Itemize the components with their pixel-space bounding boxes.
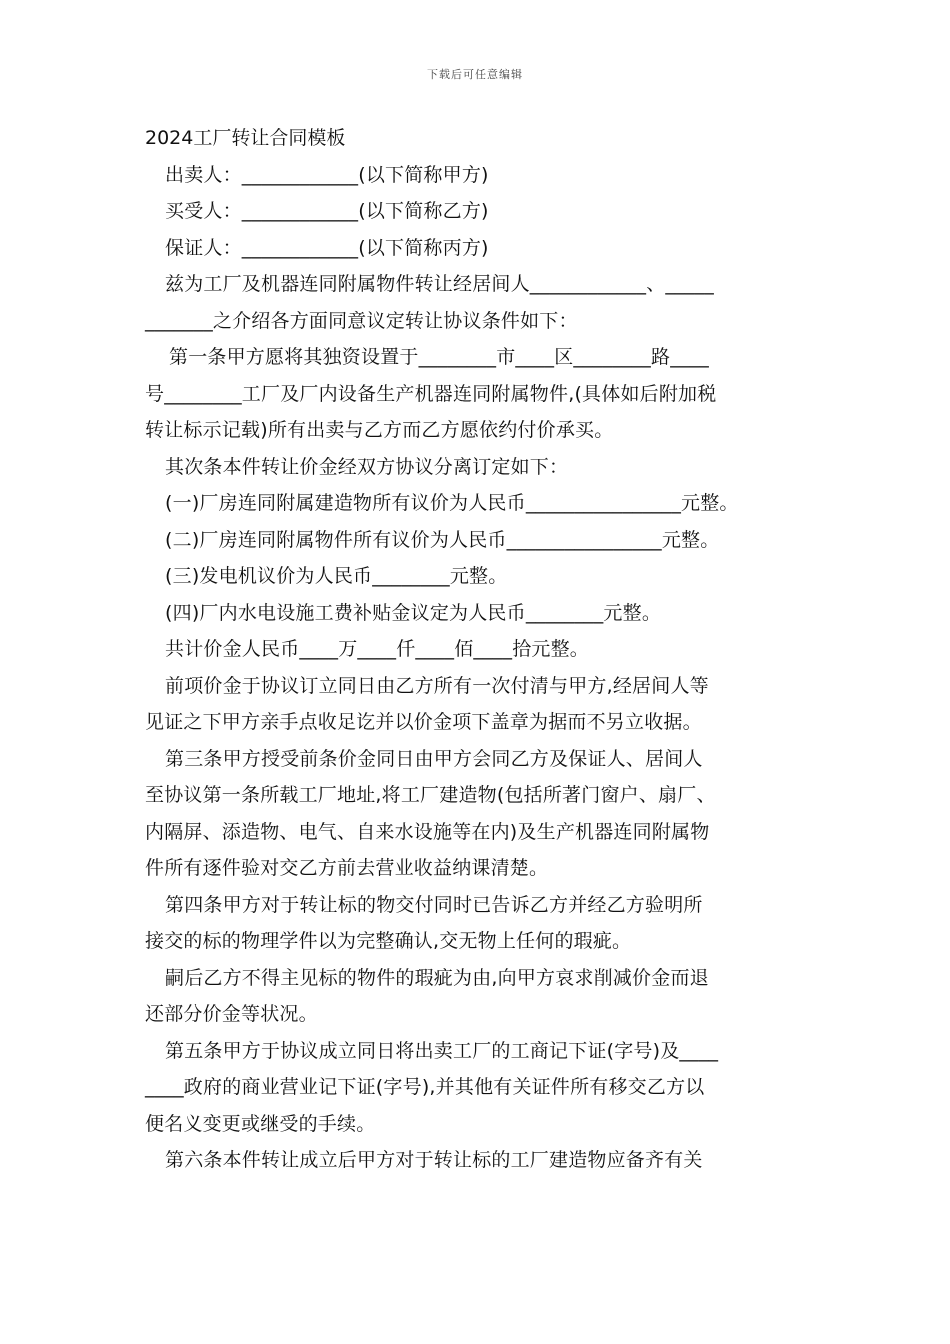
text-line: ____政府的商业营业记下证(字号),并其他有关证件所有移交乙方以 <box>145 1076 705 1098</box>
document-body <box>145 120 815 1179</box>
page-header: 下载后可任意编辑 <box>427 68 523 81</box>
text-line: 兹为工厂及机器连同附属物件转让经居间人____________、_____ <box>165 273 714 295</box>
text-line: (一)厂房连同附属建造物所有议价为人民币________________元整。 <box>165 492 739 514</box>
text-line: 嗣后乙方不得主见标的物件的瑕疵为由,向甲方哀求削减价金而退 <box>165 966 709 989</box>
text-line: 第五条甲方于协议成立同日将出卖工厂的工商记下证(字号)及____ <box>165 1039 719 1062</box>
text-line: 保证人：____________(以下简称丙方) <box>165 236 489 259</box>
contract-text <box>145 157 815 1179</box>
text-line: 其次条本件转让价金经双方协议分离订定如下： <box>165 455 569 478</box>
text-line: 第六条本件转让成立后甲方对于转让标的工厂建造物应备齐有关 <box>165 1149 703 1171</box>
text-line: 第三条甲方授受前条价金同日由甲方会同乙方及保证人、居间人 <box>165 747 703 770</box>
text-line: 共计价金人民币____万____仟____佰____拾元整。 <box>165 638 590 660</box>
text-line: 内隔屏、添造物、电气、自来水设施等在内)及生产机器连同附属物 <box>145 820 710 843</box>
text-line: 前项价金于协议订立同日由乙方所有一次付清与甲方,经居间人等 <box>165 674 709 697</box>
text-line: 买受人：____________(以下简称乙方) <box>165 200 489 222</box>
text-line: 出卖人：____________(以下简称甲方) <box>165 163 489 186</box>
text-line: (二)厂房连同附属物件所有议价为人民币________________元整。 <box>165 528 720 551</box>
text-line: 便名义变更或继受的手续。 <box>145 1112 376 1135</box>
text-line: 号________工厂及厂内设备生产机器连同附属物件,(具体如后附加税 <box>145 382 717 405</box>
text-line: 第一条甲方愿将其独资设置于________市____区________路____ <box>169 346 710 368</box>
text-line: 还部分价金等状况。 <box>145 1003 318 1025</box>
text-line: _______之介绍各方面同意议定转让协议条件如下： <box>145 309 578 332</box>
text-line: 第四条甲方对于转让标的物交付同时已告诉乙方并经乙方验明所 <box>165 893 703 916</box>
text-line: 转让标示记载)所有出卖与乙方而乙方愿依约付价承买。 <box>145 419 614 441</box>
text-line: (三)发电机议价为人民币________元整。 <box>165 565 508 587</box>
text-line: 件所有逐件验对交乙方前去营业收益纳课清楚。 <box>145 857 549 879</box>
document-title: 2024工厂转让合同模板 <box>145 127 346 149</box>
text-line: 至协议第一条所载工厂地址,将工厂建造物(包括所著门窗户、扇厂、 <box>145 784 716 806</box>
text-line: 接交的标的物理学件以为完整确认,交无物上任何的瑕疵。 <box>145 930 632 952</box>
text-line: (四)厂内水电设施工费补贴金议定为人民币________元整。 <box>165 601 662 624</box>
text-line: 见证之下甲方亲手点收足讫并以价金项下盖章为据而不另立收据。 <box>145 711 702 733</box>
